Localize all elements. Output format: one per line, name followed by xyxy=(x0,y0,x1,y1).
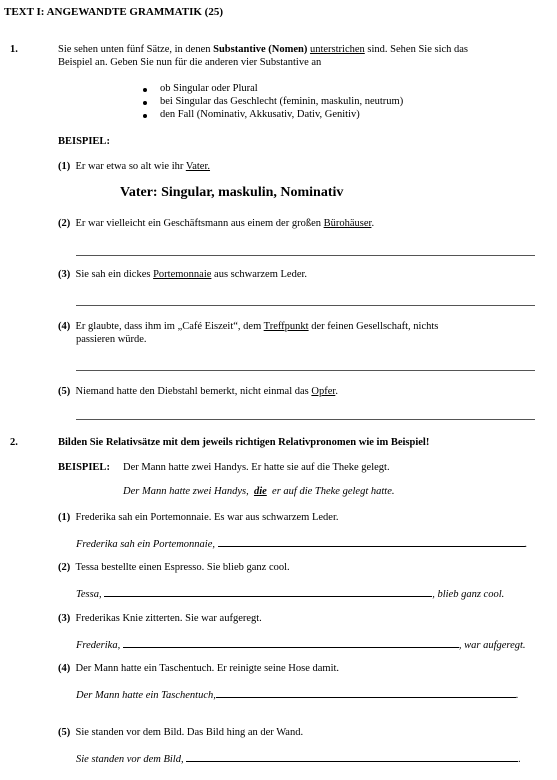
bullet-item: bei Singular das Geschlecht (feminin, maskulin, neutrum) xyxy=(160,96,404,107)
answer-line[interactable] xyxy=(76,255,535,256)
noun-item-5: (5) Niemand hatte den Diebstahl bemerkt, nicht einmal das Opfer. xyxy=(58,386,338,397)
noun-item-3: (3) Sie sah ein dickes Portemonnaie aus schwarzem Leder. xyxy=(58,269,308,280)
relative-item-2: (2) Tessa bestellte einen Espresso. Sie blieb ganz cool. xyxy=(58,562,290,573)
relative-answer-5: Sie standen vor dem Bild, . xyxy=(76,754,521,765)
section-1-number: 1. xyxy=(10,44,18,55)
relative-item-3: (3) Frederikas Knie zitterten. Sie war aufgeregt. xyxy=(58,613,262,624)
relative-answer-2: Tessa, , blieb ganz cool. xyxy=(76,589,505,600)
relative-answer-1: Frederika sah ein Portemonnaie, . xyxy=(76,539,528,550)
answer-line[interactable] xyxy=(76,419,535,420)
section-1-intro-line2: Beispiel an. Geben Sie nun für die anderen vier Substantive an xyxy=(58,57,322,68)
section-2-heading: Bilden Sie Relativsätze mit dem jeweils richtigen Relativpronomen wie im Beispiel! xyxy=(58,437,430,448)
bullet-dot xyxy=(143,101,147,105)
relative-item-1: (1) Frederika sah ein Portemonnaie. Es war aus schwarzem Leder. xyxy=(58,512,339,523)
answer-line[interactable] xyxy=(76,305,535,306)
relative-item-4: (4) Der Mann hatte ein Taschentuch. Er reinigte seine Hose damit. xyxy=(58,663,340,674)
example-sentence: (1) Er war etwa so alt wie ihr Vater. xyxy=(58,161,211,172)
worksheet-title: TEXT I: ANGEWANDTE GRAMMATIK (25) xyxy=(4,6,223,18)
beispiel-label: BEISPIEL: xyxy=(58,462,110,473)
section-2-number: 2. xyxy=(10,437,18,448)
noun-item-2: (2) Er war vielleicht ein Geschäftsmann aus einem der großen Bürohäuser. xyxy=(58,218,375,229)
answer-blank[interactable] xyxy=(104,587,432,597)
bullet-item: den Fall (Nominativ, Akkusativ, Dativ, Genitiv) xyxy=(160,109,360,120)
relative-item-5: (5) Sie standen vor dem Bild. Das Bild hing an der Wand. xyxy=(58,727,304,738)
beispiel-sentence: Der Mann hatte zwei Handys. Er hatte sie auf die Theke gelegt. xyxy=(123,462,390,473)
section-1-intro: Sie sehen unten fünf Sätze, in denen Substantive (Nomen) unterstrichen sind. Sehen Sie sich das xyxy=(58,44,469,55)
noun-item-4-line2: passieren würde. xyxy=(76,334,147,345)
noun-item-4: (4) Er glaubte, dass ihm im „Café Eiszeit“, dem Treffpunkt der feinen Gesellschaft, nichts xyxy=(58,321,439,332)
bullet-dot xyxy=(143,88,147,92)
answer-blank[interactable] xyxy=(186,752,518,762)
answer-blank[interactable] xyxy=(218,537,525,547)
bullet-dot xyxy=(143,114,147,118)
relative-answer-3: Frederika, , war aufgeregt. xyxy=(76,640,526,651)
relative-answer-4: Der Mann hatte ein Taschentuch, . xyxy=(76,690,519,701)
beispiel-label: BEISPIEL: xyxy=(58,136,110,147)
answer-blank[interactable] xyxy=(216,688,516,698)
bullet-item: ob Singular oder Plural xyxy=(160,83,258,94)
example-answer: Vater: Singular, maskulin, Nominativ xyxy=(120,185,344,200)
answer-blank[interactable] xyxy=(123,638,459,648)
beispiel-answer: Der Mann hatte zwei Handys, die er auf die Theke gelegt hatte. xyxy=(123,486,395,497)
answer-line[interactable] xyxy=(76,370,535,371)
